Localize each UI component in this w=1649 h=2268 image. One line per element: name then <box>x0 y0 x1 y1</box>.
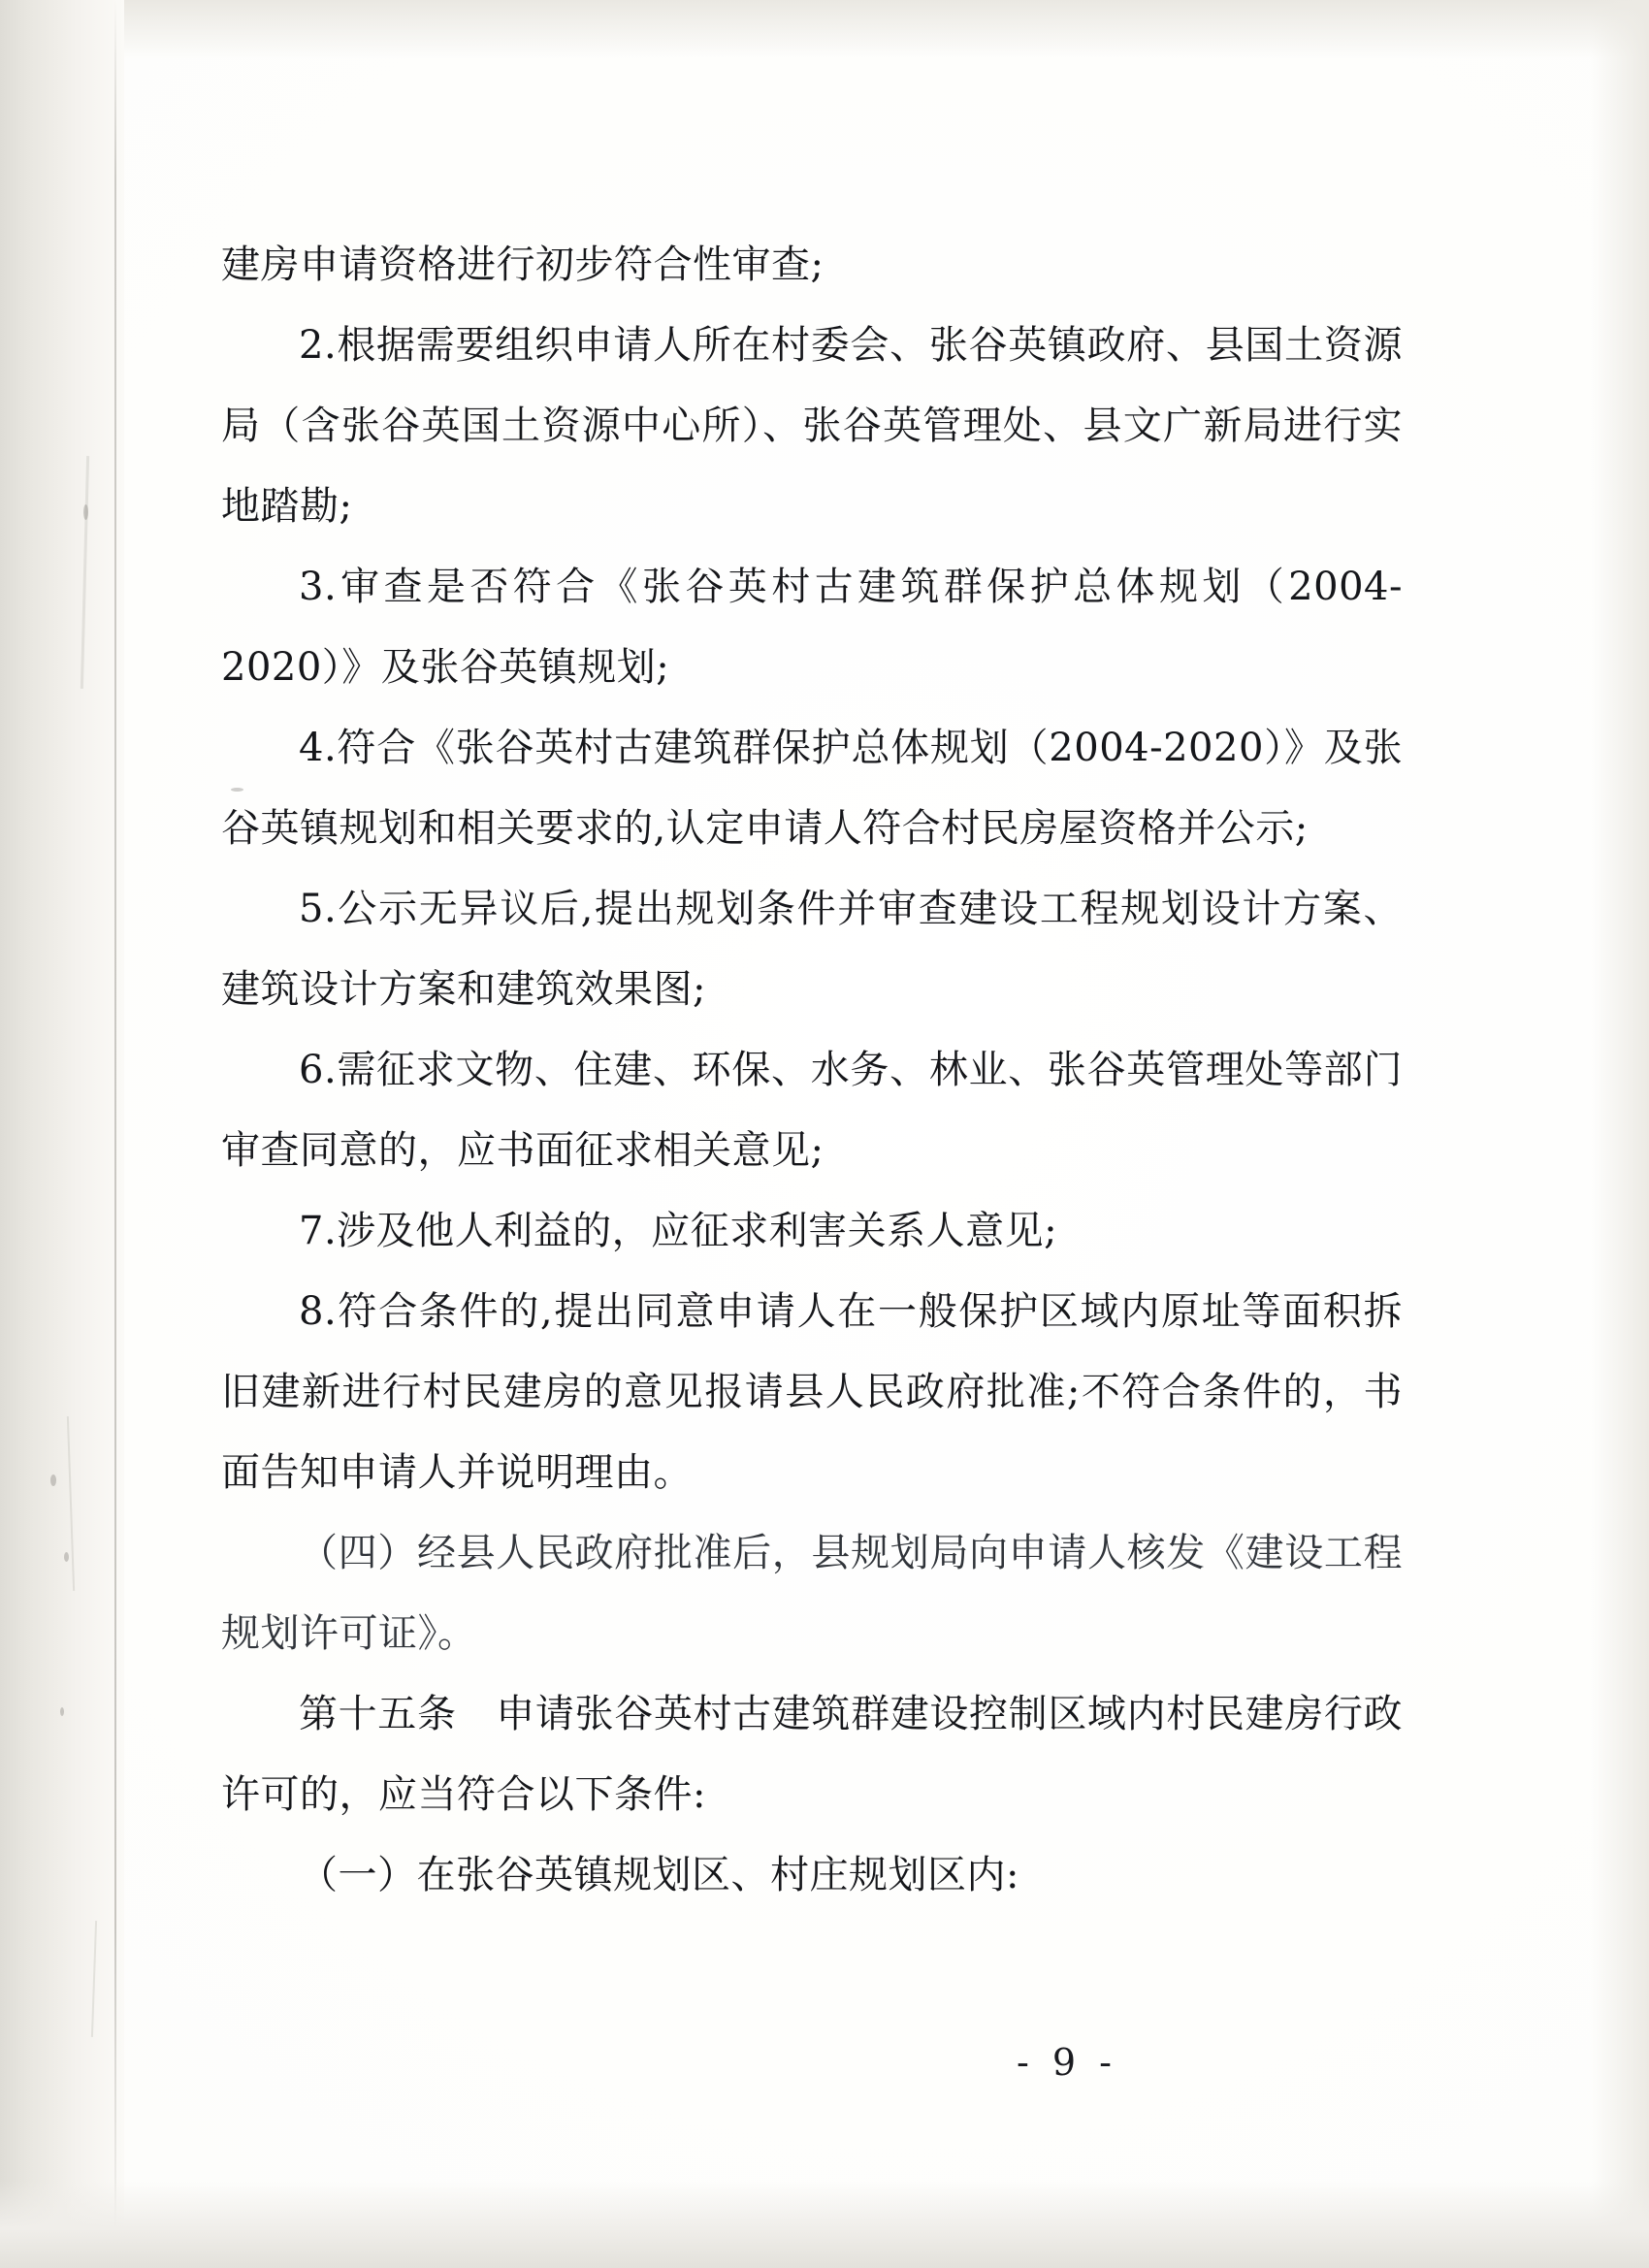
paragraph-item-8: 8.符合条件的,提出同意申请人在一般保护区域内原址等面积拆旧建新进行村民建房的意见报请县人民政府批准;不符合条件的，书面告知申请人并说明理由。 <box>221 1289 1403 1495</box>
paragraph-item-3: 3.审查是否符合《张谷英村古建筑群保护总体规划（2004-2020）》及张谷英镇规划; <box>221 565 1403 690</box>
scan-speck <box>50 1474 56 1486</box>
document-text-body <box>221 225 1403 1916</box>
paragraph-item-6: 6.需征求文物、住建、环保、水务、林业、张谷英管理处等部门审查同意的，应书面征求相关意见; <box>221 1048 1403 1173</box>
page-number: - 9 - <box>1016 2041 1117 2084</box>
scan-top-edge <box>0 0 1649 58</box>
paragraph-clause-one: （一）在张谷英镇规划区、村庄规划区内: <box>299 1853 1019 1897</box>
paragraph-item-7: 7.涉及他人利益的，应征求利害关系人意见; <box>299 1209 1058 1253</box>
scan-right-edge <box>1591 0 1649 2268</box>
paragraph-item-5: 5.公示无异议后,提出规划条件并审查建设工程规划设计方案、建筑设计方案和建筑效果图; <box>221 887 1403 1012</box>
scan-bottom-edge <box>0 2181 1649 2268</box>
scan-speck <box>60 1707 64 1716</box>
scan-speck <box>83 504 88 520</box>
paragraph-clause-four: （四）经县人民政府批准后，县规划局向申请人核发《建设工程规划许可证》。 <box>221 1531 1403 1656</box>
paragraph-article-fifteen: 第十五条 申请张谷英村古建筑群建设控制区域内村民建房行政许可的，应当符合以下条件: <box>221 1692 1403 1817</box>
paragraph-item-4: 4.符合《张谷英村古建筑群保护总体规划（2004-2020）》及张谷英镇规划和相关要求的,认定申请人符合村民房屋资格并公示; <box>221 726 1403 851</box>
paragraph-item-2: 2.根据需要组织申请人所在村委会、张谷英镇政府、县国土资源局（含张谷英国土资源中心所）、张谷英管理处、县文广新局进行实地踏勘; <box>221 323 1403 529</box>
scan-left-fold-line <box>114 0 116 2268</box>
scan-left-edge <box>0 0 124 2268</box>
scan-speck <box>64 1552 69 1562</box>
paragraph-continuation: 建房申请资格进行初步符合性审查; <box>221 243 824 287</box>
